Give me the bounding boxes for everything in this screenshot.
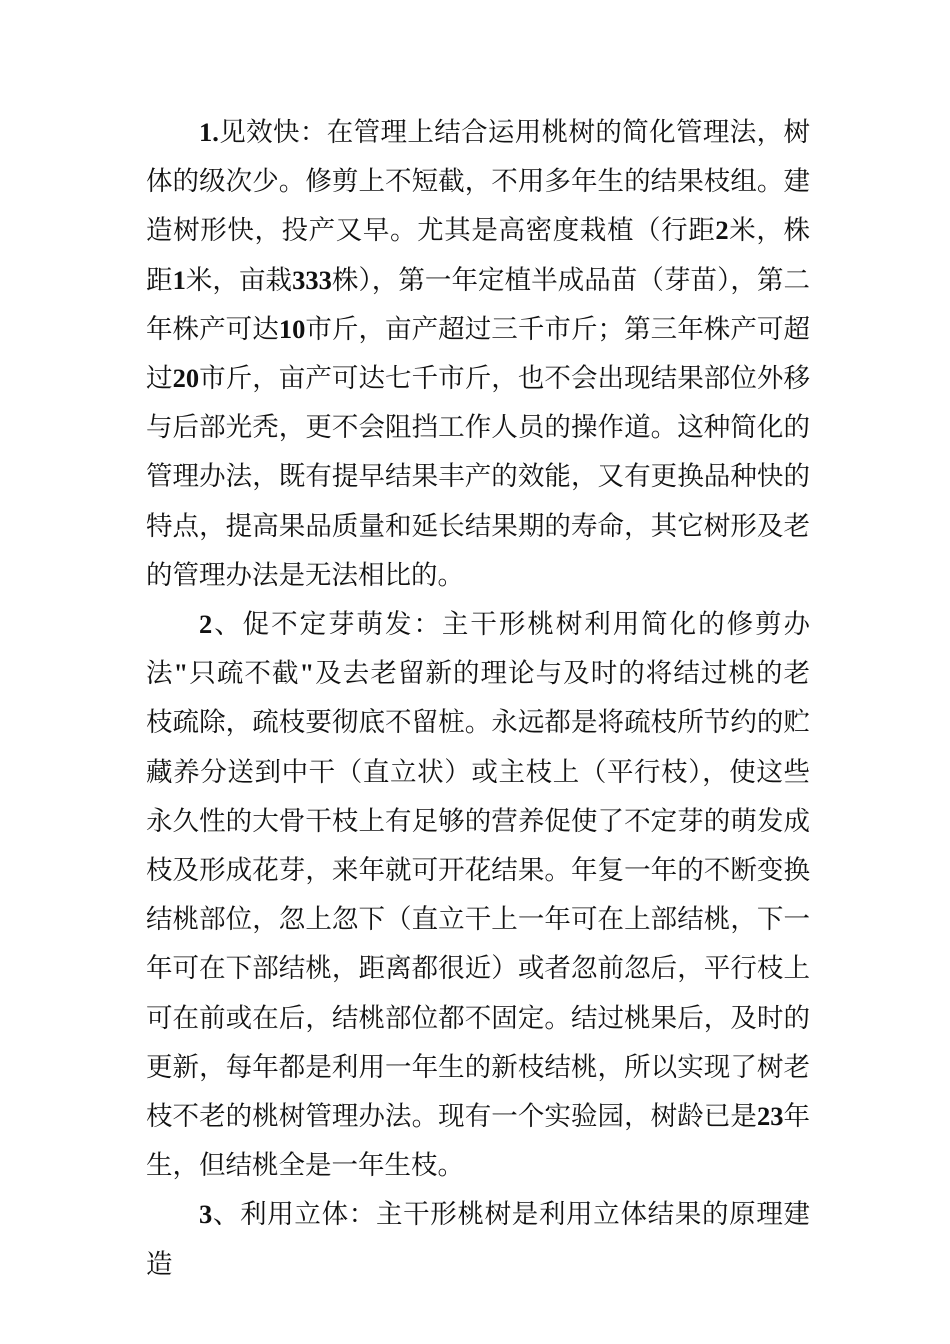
text-run: 市斤，亩产超过三千市斤；第三年株产可超过 [146, 313, 810, 395]
bold-text-run: 10 [278, 313, 306, 344]
bold-text-run: " [299, 658, 315, 689]
bold-text-run: 2 [199, 609, 213, 640]
document-body [146, 108, 810, 1289]
text-run: 、利用立体：主干形桃树是利用立体结果的原理建造 [146, 1199, 810, 1280]
text-run: 株），第一年定植半成品苗（芽苗），第二年株产可达 [146, 264, 811, 345]
bold-text-run: 1. [199, 117, 219, 147]
paragraph-3 [146, 1190, 810, 1288]
text-run: 年生，但结桃全是一年生枝。 [146, 1101, 810, 1182]
text-run: 市斤，亩产可达七千市斤，也不会出现结果部位外移与后部光秃，更不会阻挡工作人员的操作道。这种简化的管理办法，既有提早结果丰产的效能，又有更换品种快的特点，提高果品质量和延长结果期的寿命，其它树形及老的管理办法是无法相比的。 [146, 363, 810, 591]
text-run: 米，株距 [146, 215, 811, 296]
bold-text-run: 333 [292, 264, 332, 295]
bold-text-run: 20 [172, 363, 200, 394]
bold-text-run: 3 [199, 1199, 213, 1230]
text-run: 、促不定芽萌发：主干形桃树利用简化的修剪办法 [146, 609, 810, 690]
bold-text-run: " [173, 658, 189, 689]
bold-text-run: 1 [172, 264, 186, 295]
text-run: 及去老留新的理论与及时的将结过桃的老枝疏除，疏枝要彻底不留桩。永远都是将疏枝所节约的贮藏养分送到中干（直立状）或主枝上（平行枝），使这些永久性的大骨干枝上有足够的营养促使了不定芽的萌发成枝及形成花芽，来年就可开花结果。年复一年的不断变换结桃部位，忽上忽下（直立干上一年可在上部结桃，下一年可在下部结桃，距离都很近）或者忽前忽后，平行枝上可在前或在后，结桃部位都不固定。结过桃果后，及时的更新，每年都是利用一年生的新枝结桃，所以实现了树老枝不老的桃树管理办法。现有一个实验园，树龄已是 [146, 658, 811, 1133]
paragraph-2 [146, 600, 810, 1190]
bold-text-run: 23 [756, 1101, 784, 1132]
paragraph-1 [146, 108, 810, 600]
bold-text-run: 2 [715, 215, 729, 246]
text-run: 只疏不截 [188, 658, 300, 690]
text-run: 见效快：在管理上结合运用桃树的简化管理法，树体的级次少。修剪上不短截，不用多年生的结果枝组。建造树形快，投产又早。尤其是高密度栽植（行距 [146, 117, 810, 247]
text-run: 米，亩栽 [185, 264, 293, 296]
